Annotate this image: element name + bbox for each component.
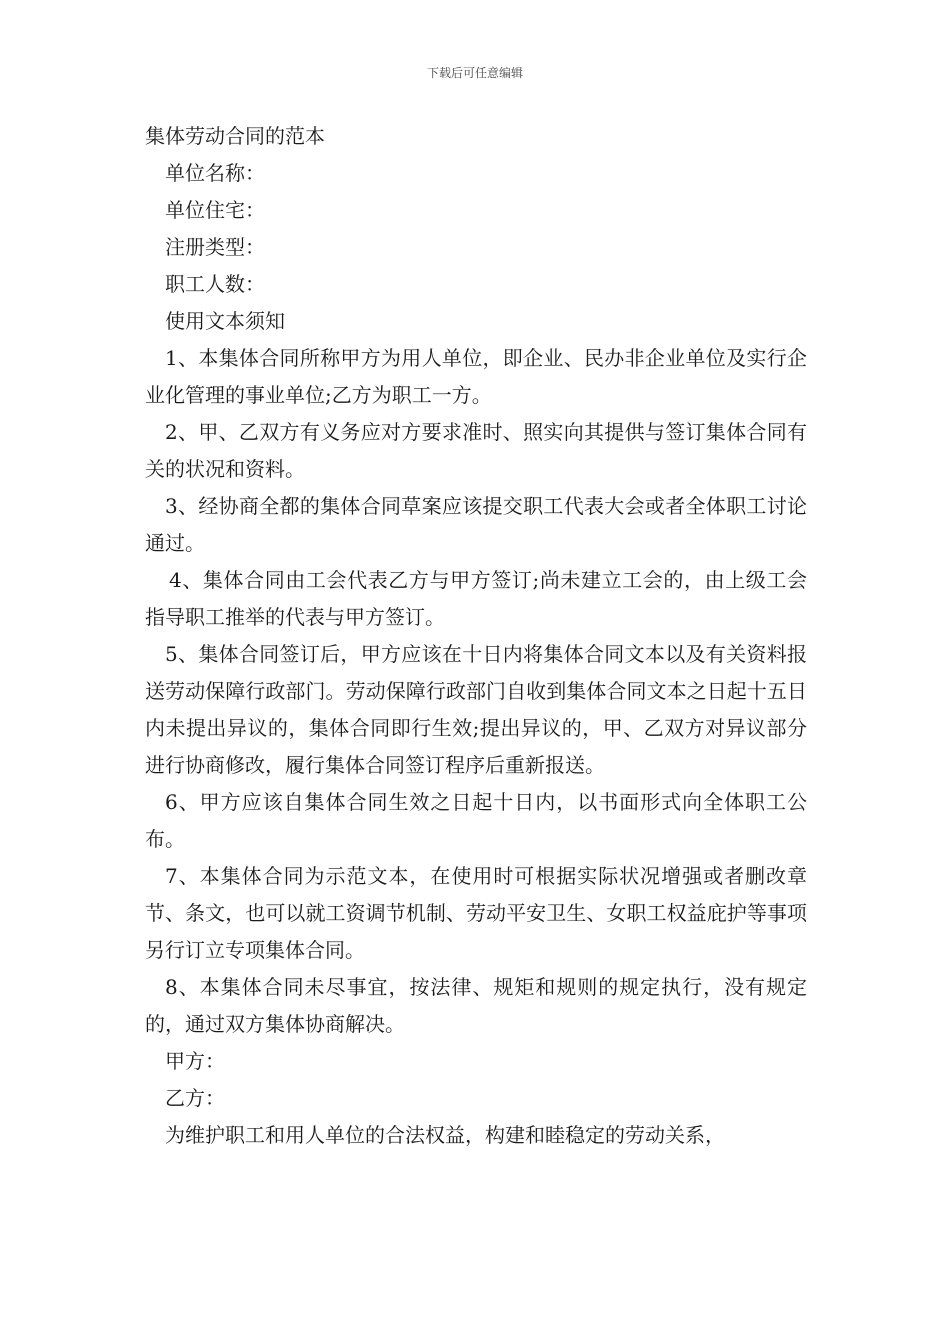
notice-item-3: 3、经协商全都的集体合同草案应该提交职工代表大会或者全体职工讨论通过。: [145, 494, 807, 555]
notice-item-7: 7、本集体合同为示范文本，在使用时可根据实际状况增强或者删改章节、条文，也可以就工资调节机制、劳动平安卫生、女职工权益庇护等事项另行订立专项集体合同。: [145, 864, 807, 962]
closing-paragraph: 为维护职工和用人单位的合法权益，构建和睦稳定的劳动关系，: [165, 1123, 725, 1147]
notice-heading: 使用文本须知: [165, 309, 285, 333]
notice-item-8: 8、本集体合同未尽事宜，按法律、规矩和规则的规定执行，没有规定的，通过双方集体协商解决。: [145, 975, 807, 1036]
document-body: [145, 118, 807, 1154]
field-unit-address: 单位住宅：: [165, 198, 265, 222]
notice-item-5: 5、集体合同签订后，甲方应该在十日内将集体合同文本以及有关资料报送劳动保障行政部门。劳动保障行政部门自收到集体合同文本之日起十五日内未提出异议的，集体合同即行生效;提出异议的，甲、乙双方对异议部分进行协商修改，履行集体合同签订程序后重新报送。: [145, 642, 807, 777]
field-staff-count: 职工人数：: [165, 272, 265, 296]
notice-item-2: 2、甲、乙双方有义务应对方要求准时、照实向其提供与签订集体合同有关的状况和资料。: [145, 420, 807, 481]
notice-item-4: 4、集体合同由工会代表乙方与甲方签订;尚未建立工会的，由上级工会指导职工推举的代表与甲方签订。: [145, 568, 807, 629]
field-registration-type: 注册类型：: [165, 235, 265, 259]
document-title: 集体劳动合同的范本: [145, 124, 325, 148]
party-b-label: 乙方：: [165, 1086, 225, 1110]
party-a-label: 甲方：: [165, 1049, 225, 1073]
field-unit-name: 单位名称：: [165, 161, 265, 185]
page-header: 下载后可任意编辑: [426, 66, 523, 80]
notice-item-6: 6、甲方应该自集体合同生效之日起十日内，以书面形式向全体职工公布。: [145, 790, 807, 851]
notice-item-1: 1、本集体合同所称甲方为用人单位，即企业、民办非企业单位及实行企业化管理的事业单位;乙方为职工一方。: [145, 346, 807, 407]
